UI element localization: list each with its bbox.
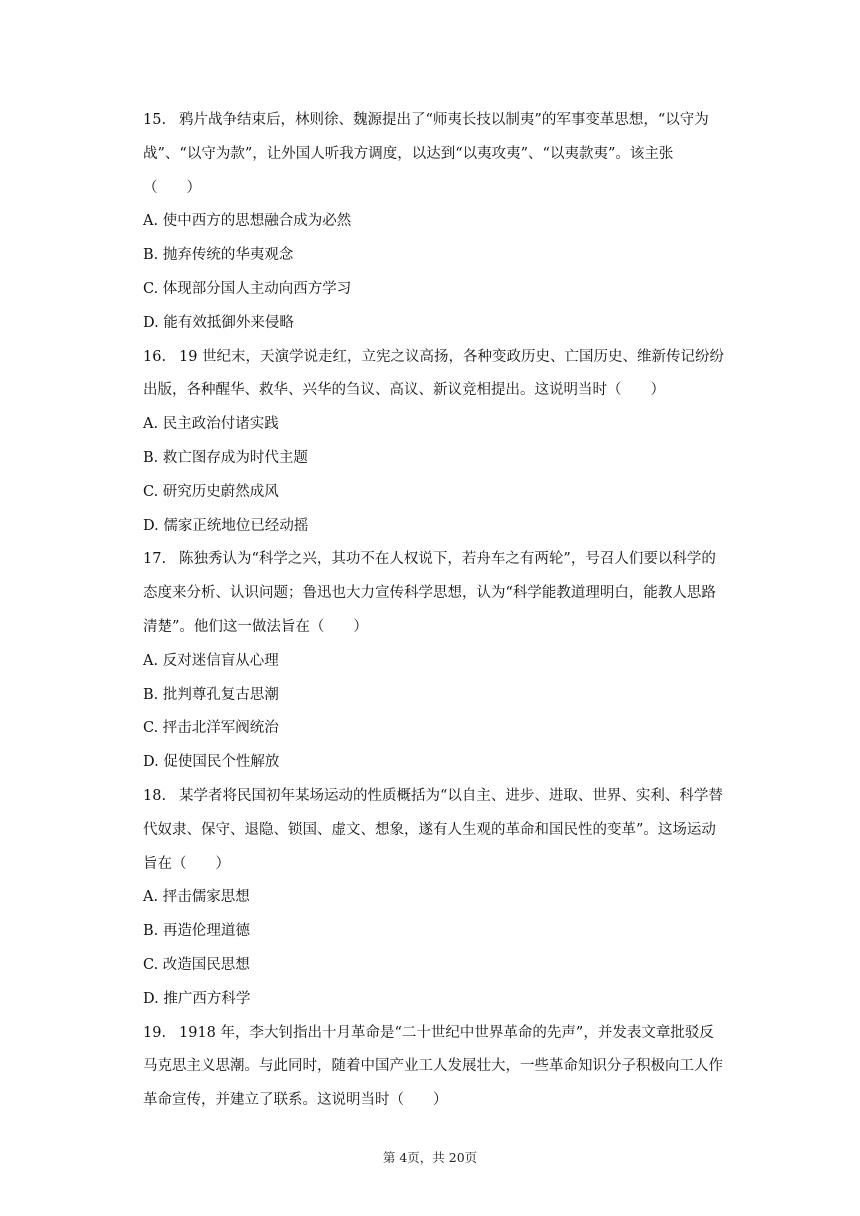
- option-b: B. 批判尊孔复古思潮: [143, 686, 279, 703]
- option-d: D. 儒家正统地位已经动摇: [143, 517, 309, 534]
- question-stem-line: 陈独秀认为“科学之兴，其功不在人权说下，若舟车之有两轮”，号召人们要以科学的: [179, 551, 716, 568]
- question-stem-line: 1918 年，李大钊指出十月革命是“二十世纪中世界革命的先声”，并发表文章批驳反: [179, 1024, 714, 1041]
- question-stem-line: 出版，各种醒华、救华、兴华的刍议、高议、新议竞相提出。这说明当时（ ）: [143, 382, 665, 399]
- question-19: [143, 1017, 749, 1118]
- question-16: [143, 341, 749, 544]
- question-stem-line: 旨在（ ）: [143, 855, 230, 872]
- option-d: D. 推广西方科学: [143, 990, 251, 1007]
- option-b: B. 再造伦理道德: [143, 923, 250, 940]
- question-number: 15.: [143, 112, 167, 128]
- option-a: A. 民主政治付诸实践: [143, 416, 279, 433]
- option-c: C. 体现部分国人主动向西方学习: [143, 280, 352, 297]
- option-d: D. 促使国民个性解放: [143, 754, 280, 771]
- option-c: C. 抨击北洋军阀统治: [143, 720, 279, 737]
- question-number: 19.: [143, 1024, 167, 1041]
- question-stem-line: 战”、“以守为款”，让外国人听我方调度，以达到“以夷攻夷”、“以夷款夷”。该主张: [143, 145, 674, 162]
- question-stem-line: 革命宣传，并建立了联系。这说明当时（ ）: [143, 1092, 448, 1109]
- question-list: [143, 104, 749, 1118]
- question-number: 16.: [143, 348, 167, 365]
- option-d: D. 能有效抵御外来侵略: [143, 314, 294, 331]
- question-number: 18.: [143, 787, 167, 804]
- option-a: A. 抨击儒家思想: [143, 889, 250, 906]
- question-17: [143, 543, 749, 780]
- page-footer: [0, 1148, 860, 1166]
- option-c: C. 研究历史蔚然成风: [143, 483, 279, 500]
- option-a: A. 反对迷信盲从心理: [143, 652, 279, 669]
- option-b: B. 救亡图存成为时代主题: [143, 449, 308, 466]
- question-stem-line: 代奴隶、保守、退隐、锁国、虚文、想象，遂有人生观的革命和国民性的变革”。这场运动: [143, 821, 716, 838]
- option-b: B. 抛弃传统的华夷观念: [143, 247, 294, 264]
- page-number-label: 第 4页，共 20页: [382, 1150, 478, 1165]
- question-stem-line: 清楚”。他们这一做法旨在（ ）: [143, 618, 368, 635]
- question-stem-line: 马克思主义思潮。与此同时，随着中国产业工人发展壮大，一些革命知识分子积极向工人作: [143, 1058, 723, 1075]
- question-15: [143, 104, 749, 341]
- question-stem-line: 态度来分析、认识问题；鲁迅也大力宣传科学思想，认为“科学能教道理明白，能教人思路: [143, 585, 716, 602]
- option-c: C. 改造国民思想: [143, 956, 250, 973]
- question-stem-line: 某学者将民国初年某场运动的性质概括为“以自主、进步、进取、世界、实利、科学替: [179, 787, 723, 804]
- question-stem-line: （ ）: [143, 179, 201, 196]
- option-a: A. 使中西方的思想融合成为必然: [143, 213, 352, 230]
- question-stem-line: 19 世纪末，天演学说走红，立宪之议高扬，各种变政历史、亡国历史、维新传记纷纷: [179, 348, 725, 365]
- question-18: [143, 780, 749, 1017]
- question-stem-line: 鸦片战争结束后，林则徐、魏源提出了“师夷长技以制夷”的军事变革思想，“以守为: [179, 112, 709, 128]
- question-number: 17.: [143, 551, 167, 568]
